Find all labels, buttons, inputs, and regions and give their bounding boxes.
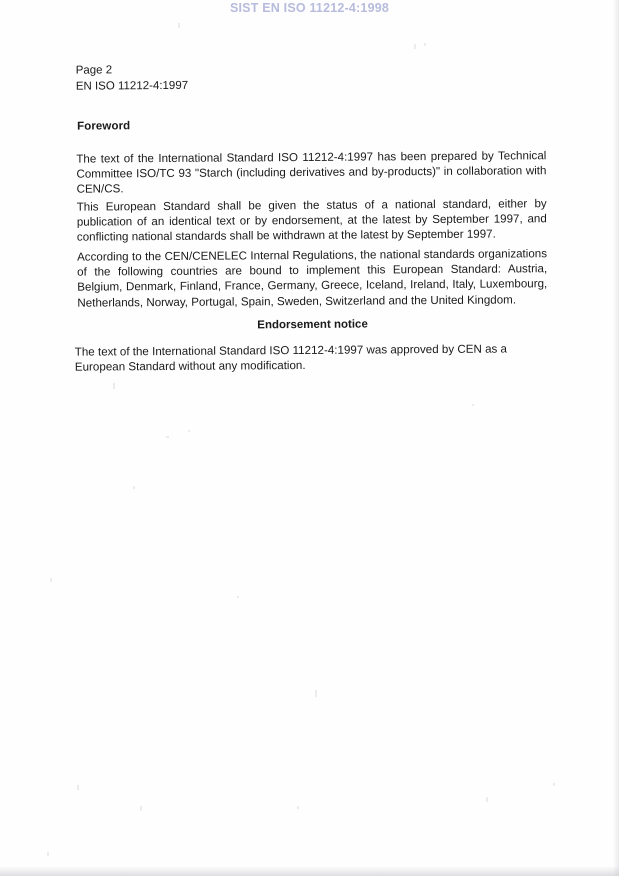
page-header xyxy=(76,63,189,95)
endorsement-notice-paragraph: The text of the International Standard ISO 11212-4:1997 was approved by CEN as a European Standard without any modification. xyxy=(74,342,508,374)
foreword-heading: Foreword xyxy=(77,120,131,133)
library-watermark: SIST EN ISO 11212-4:1998 xyxy=(229,1,390,15)
standard-reference: EN ISO 11212-4:1997 xyxy=(75,79,189,93)
endorsement-notice-heading: Endorsement notice xyxy=(257,318,368,332)
foreword-paragraph-3: According to the CEN/CENELEC Internal Regulations, the national standards organizations of the following countries are bound to implement this European Standard: Austria, Belgium, Denmark, Finland, France, Germany, Greece, Iceland, Ireland, Italy, Luxembourg, Netherlands, Norway, Portugal, Spain, Sweden, Switzerland and the United Kingdom. xyxy=(76,247,548,310)
page-number: Page 2 xyxy=(75,64,113,77)
foreword-paragraph-2: This European Standard shall be given the status of a national standard, either by publication of an identical text or by endorsement, at the latest by September 1997, and conflicting national standards shall be withdrawn at the latest by September 1997. xyxy=(76,197,547,245)
foreword-paragraph-1: The text of the International Standard ISO 11212-4:1997 has been prepared by Technical Committee ISO/TC 93 "Starch (including derivatives and by-products)" in collaboration with CEN/CS. xyxy=(76,149,547,197)
